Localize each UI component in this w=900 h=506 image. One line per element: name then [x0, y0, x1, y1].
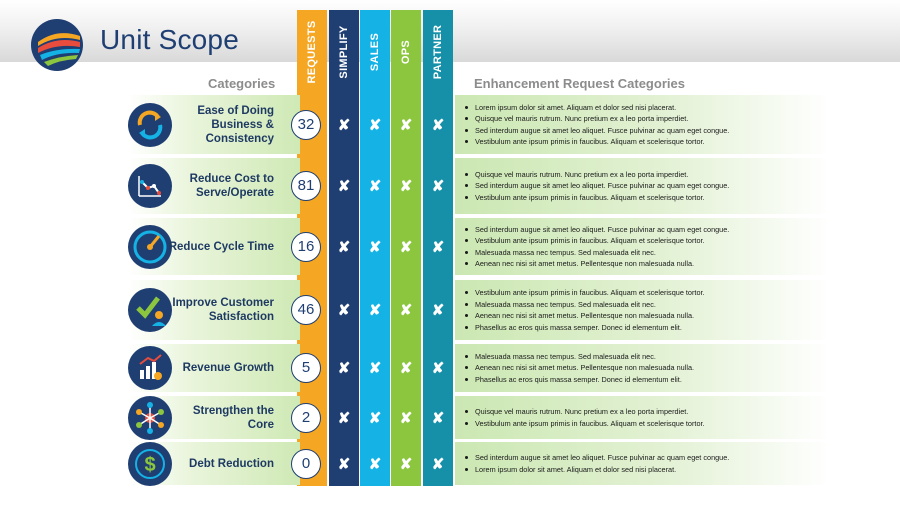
x-mark-icon: ✘ — [431, 302, 445, 319]
logo-icon — [30, 18, 84, 72]
bullet-item: Quisque vel mauris rutrum. Nunc pretium ex a leo porta imperdiet. — [465, 169, 825, 181]
category-label: Revenue Growth — [182, 362, 274, 374]
column-header-sales — [360, 10, 390, 93]
x-mark-icon: ✘ — [399, 116, 413, 134]
category-label: Reduce Cycle Time — [168, 240, 274, 253]
column-header-label: SIMPLIFY — [338, 24, 350, 79]
enhancement-heading: Enhancement Request Categories — [474, 76, 685, 91]
x-mark-icon: ✘ — [431, 238, 445, 256]
x-mark-icon: ✘ — [368, 409, 382, 427]
enhancement-bullet-list — [465, 452, 825, 475]
bullet-item: Aenean nec nisi sit amet metus. Pellentesque non malesuada nulla. — [465, 258, 825, 270]
bullet-item: Sed interdum augue sit amet leo aliquet. Fusce pulvinar ac quam eget congue. — [465, 180, 825, 192]
x-mark-icon: ✘ — [368, 116, 382, 134]
column-header-requests — [297, 10, 327, 93]
bullet-item: Vestibulum ante ipsum primis in faucibus. Aliquam et scelerisque tortor. — [465, 235, 825, 247]
bullet-item: Sed interdum augue sit amet leo aliquet. Fusce pulvinar ac quam eget congue. — [465, 224, 825, 236]
x-mark-icon: ✘ — [337, 238, 351, 256]
request-count: 32 — [291, 110, 321, 140]
category-row — [128, 95, 300, 154]
bullet-item: Quisque vel mauris rutrum. Nunc pretium ex a leo porta imperdiet. — [465, 406, 825, 418]
bullet-item: Vestibulum ante ipsum primis in faucibus. Aliquam et scelerisque tortor. — [465, 136, 825, 148]
category-row — [128, 396, 300, 439]
x-mark-icon: ✘ — [431, 409, 445, 427]
bullet-item: Phasellus ac eros quis massa semper. Donec id elementum elit. — [465, 322, 825, 334]
column-header-label: SALES — [369, 32, 381, 71]
x-mark-icon: ✘ — [337, 302, 351, 319]
x-mark-icon: ✘ — [368, 238, 382, 256]
x-mark-icon: ✘ — [431, 178, 445, 195]
column-header-label: REQUESTS — [306, 20, 318, 83]
column-header-label: PARTNER — [432, 24, 444, 79]
x-mark-icon: ✘ — [399, 455, 413, 473]
category-row — [128, 158, 300, 214]
x-mark-icon: ✘ — [337, 116, 351, 134]
bullet-item: Vestibulum ante ipsum primis in faucibus. Aliquam et scelerisque tortor. — [465, 418, 825, 430]
x-mark-icon: ✘ — [399, 178, 413, 195]
category-label: Reduce Cost to Serve/Operate — [189, 173, 274, 199]
column-header-ops — [391, 10, 421, 93]
bullet-item: Malesuada massa nec tempus. Sed malesuada elit nec. — [465, 351, 825, 363]
request-count: 5 — [291, 353, 321, 383]
bullet-item: Aenean nec nisi sit amet metus. Pellentesque non malesuada nulla. — [465, 310, 825, 322]
x-mark-icon: ✘ — [368, 302, 382, 319]
x-mark-icon: ✘ — [431, 360, 445, 377]
request-count: 46 — [291, 295, 321, 325]
bullet-item: Lorem ipsum dolor sit amet. Aliquam et dolor sed nisi placerat. — [465, 464, 825, 476]
bullet-item: Lorem ipsum dolor sit amet. Aliquam et dolor sed nisi placerat. — [465, 102, 825, 114]
bullet-item: Vestibulum ante ipsum primis in faucibus. Aliquam et scelerisque tortor. — [465, 192, 825, 204]
x-mark-icon: ✘ — [337, 409, 351, 427]
x-mark-icon: ✘ — [368, 360, 382, 377]
category-label: Improve Customer Satisfaction — [172, 297, 274, 323]
bullet-item: Aenean nec nisi sit amet metus. Pellentesque non malesuada nulla. — [465, 362, 825, 374]
enhancement-bullet-list — [465, 169, 825, 204]
enhancement-bullet-list — [465, 102, 825, 148]
column-header-label: OPS — [400, 39, 412, 64]
enhancement-bullet-list — [465, 406, 825, 429]
x-mark-icon: ✘ — [337, 360, 351, 377]
bullet-item: Sed interdum augue sit amet leo aliquet. Fusce pulvinar ac quam eget congue. — [465, 125, 825, 137]
x-mark-icon: ✘ — [368, 455, 382, 473]
bullet-item: Phasellus ac eros quis massa semper. Donec id elementum elit. — [465, 374, 825, 386]
x-mark-icon: ✘ — [337, 455, 351, 473]
bullet-item: Quisque vel mauris rutrum. Nunc pretium ex a leo porta imperdiet. — [465, 113, 825, 125]
column-header-partner — [423, 10, 453, 93]
x-mark-icon: ✘ — [431, 116, 445, 134]
enhancement-bullet-list — [465, 224, 825, 270]
bullet-item: Sed interdum augue sit amet leo aliquet. Fusce pulvinar ac quam eget congue. — [465, 452, 825, 464]
enhancement-bullet-list — [465, 351, 825, 386]
bullet-item: Malesuada massa nec tempus. Sed malesuada elit nec. — [465, 247, 825, 259]
x-mark-icon: ✘ — [399, 302, 413, 319]
bullet-item: Vestibulum ante ipsum primis in faucibus. Aliquam et scelerisque tortor. — [465, 287, 825, 299]
column-header-simplify — [329, 10, 359, 93]
category-label: Debt Reduction — [189, 457, 274, 470]
page-title: Unit Scope — [100, 24, 239, 55]
x-mark-icon: ✘ — [399, 360, 413, 377]
x-mark-icon: ✘ — [399, 409, 413, 427]
request-count: 81 — [291, 171, 321, 201]
category-row — [128, 442, 300, 485]
category-row — [128, 218, 300, 275]
x-mark-icon: ✘ — [431, 455, 445, 473]
x-mark-icon: ✘ — [399, 238, 413, 256]
x-mark-icon: ✘ — [368, 178, 382, 195]
categories-heading: Categories — [208, 76, 276, 91]
bullet-item: Malesuada massa nec tempus. Sed malesuada elit nec. — [465, 299, 825, 311]
category-label: Ease of Doing Business & Consistency — [197, 104, 274, 145]
category-row — [128, 280, 300, 340]
category-row — [128, 344, 300, 392]
request-count: 0 — [291, 449, 321, 479]
svg-text:$: $ — [144, 453, 156, 476]
x-mark-icon: ✘ — [337, 178, 351, 195]
request-count: 16 — [291, 232, 321, 262]
category-label: Strengthen the Core — [192, 404, 274, 431]
enhancement-bullet-list — [465, 287, 825, 333]
request-count: 2 — [291, 403, 321, 433]
